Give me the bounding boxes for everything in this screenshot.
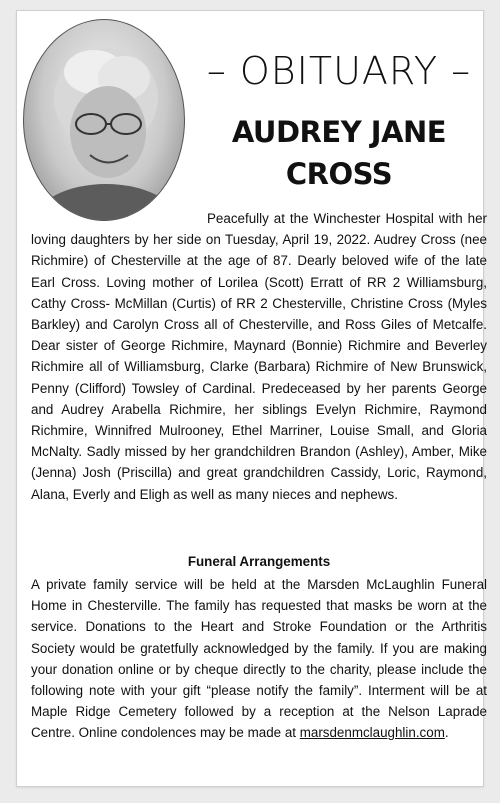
- condolences-link[interactable]: marsdenmclaughlin.com: [299, 725, 445, 741]
- arrangements-paragraph: A private family service will be held at the Marsden McLaughlin Funeral Home in Chesterville. The family has requested that masks be worn at the service. Donations to the Heart and Stroke Foundation or the Arthritis Society would be gratetfully acknowledged by the family. If you are making your donation online or by cheque directly to the charity, please include the following note with your gift “please notify the family”. Interment will be at Maple Ridge Cemetery followed by a reception at the Nelson Laprade Centre. Online condolences may be made at: [31, 577, 487, 741]
- obituary-heading: – OBITUARY –: [206, 49, 472, 93]
- obituary-body: [31, 208, 487, 505]
- obituary-card: [16, 10, 487, 787]
- funeral-arrangements-text: [31, 574, 487, 744]
- portrait-illustration: [24, 20, 184, 220]
- obituary-paragraph: Peacefully at the Winchester Hospital with her loving daughters by her side on Tuesday, April 19, 2022. Audrey Cross (nee Richmire) of Chesterville at the age of 87. Dearly beloved wife of the late Earl Cross. Loving mother of Lorilea (Scott) Erratt of RR 2 Williamsburg, Cathy Cross- McMillan (Curtis) of RR 2 Chesterville, Christine Cross (Myles Barkley) and Carolyn Cross all of Chesterville, and Ross Giles of Metcalfe. Dear sister of George Richmire, Maynard (Bonnie) Richmire and Beverley Richmire all of Williamsburg, Clarke (Barbara) Richmire of New Brunswick, Penny (Clifford) Towsley of Cardinal. Predeceased by her parents George and Audrey Arabella Richmire, her siblings Evelyn Richmire, Raymond Richmire, Winnifred Mulrooney, Ethel Marriner, Louise Small, and Gloria McNalty. Sadly missed by her grandchildren Brandon (Ashley), Amber, Mike (Jenna) Josh (Priscilla) and great grandchildren Cassidy, Loric, Raymond, Alana, Everly and Eligh as well as many nieces and nephews.: [31, 211, 487, 502]
- deceased-name-last: CROSS: [285, 157, 393, 191]
- portrait-photo: [23, 19, 185, 221]
- funeral-arrangements-heading: Funeral Arrangements: [187, 554, 331, 569]
- deceased-name-first: AUDREY JANE: [231, 115, 447, 149]
- arrangements-end: .: [444, 725, 449, 741]
